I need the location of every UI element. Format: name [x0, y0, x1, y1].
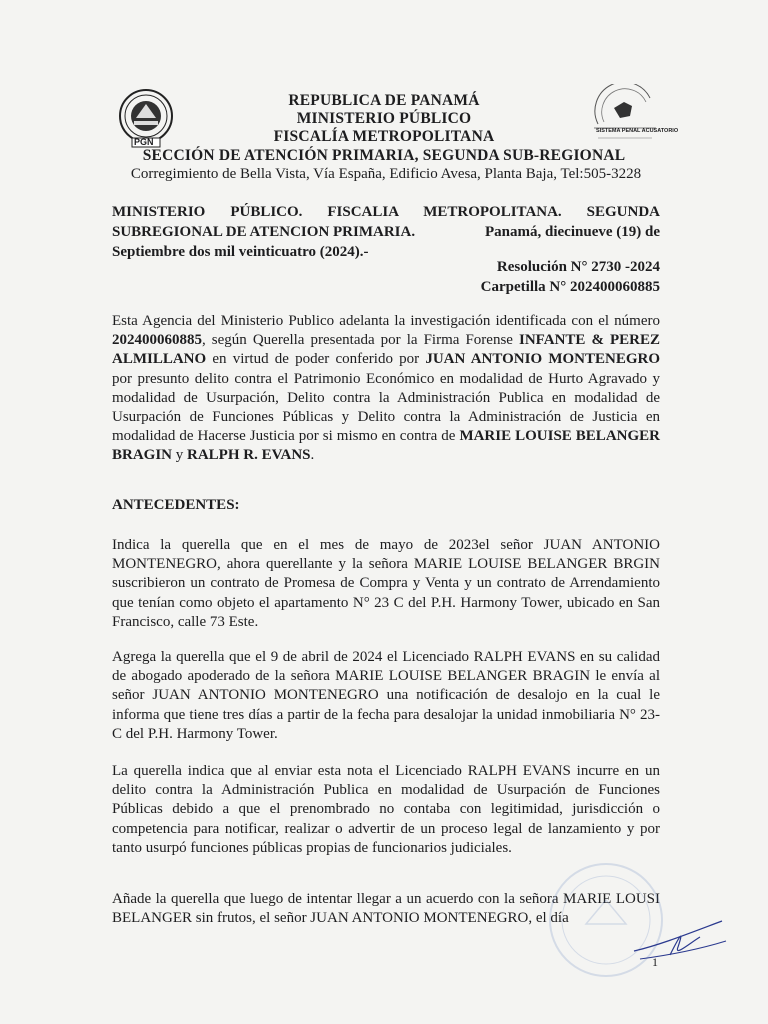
paragraph-1 — [112, 312, 660, 466]
p1-text-2: , según Querella presentada por la Firma Forense — [202, 332, 520, 349]
intro-line-1: MINISTERIO PÚBLICO. FISCALIA METROPOLITANA. SEGUNDA — [112, 204, 660, 220]
intro-line-3: Septiembre dos mil veinticuatro (2024).- — [112, 244, 369, 260]
carpetilla-number: Carpetilla N° 202400060885 — [480, 279, 660, 295]
signature-icon — [630, 915, 730, 975]
intro-line-2 — [112, 222, 660, 242]
header-country: REPUBLICA DE PANAMÁ — [288, 92, 480, 109]
p1-complainant: JUAN ANTONIO MONTENEGRO — [425, 351, 660, 368]
paragraph-2: Indica la querella que en el mes de mayo de 2023el señor JUAN ANTONIO MONTENEGRO, ahora querellante y la señora MARIE LOUISE BELANGER BRGIN suscribieron un contrato de Promesa de Compra y Venta y un contrato de Arrendamiento que tenían como objeto el apartamento N° 23 C del P.H. Harmony Tower, ubicado en San Francisco, calle 73 Este. — [112, 537, 660, 630]
paragraph-4: La querella indica que al enviar esta nota el Licenciado RALPH EVANS incurre en un delito contra la Administración Publica en modalidad de Usurpación de Funciones Públicas debido a que el prenombrado no contaba con legitimidad, jurisdicción o competencia para notificar, realizar o advertir de un proceso legal de lanzamiento y por tanto usurpó funciones públicas propias de funcionarios judiciales. — [112, 763, 660, 856]
resolution-block — [481, 257, 660, 297]
intro-block — [112, 202, 660, 262]
page-number: 1 — [652, 955, 658, 969]
header-section: SECCIÓN DE ATENCIÓN PRIMARIA, SEGUNDA SUB-REGIONAL — [142, 147, 626, 164]
p1-text-1: Esta Agencia del Ministerio Publico adelanta la investigación identificada con el número — [112, 313, 660, 329]
p1-defendant-2: RALPH R. EVANS — [187, 447, 311, 464]
header-address: Corregimiento de Bella Vista, Vía España, Edificio Avesa, Planta Baja, Tel:505-3228 — [130, 166, 642, 182]
paragraph-3: Agrega la querella que el 9 de abril de 2024 el Licenciado RALPH EVANS en su calidad de abogado apoderado de la señora MARIE LOUISE BELANGER BRAGIN le envía al señor JUAN ANTONIO MONTENEGRO una notificación de desalojo en la cual le informa que tiene tres días a partir de la fecha para desalojar la unidad inmobiliaria N° 23-C del P.H. Harmony Tower. — [112, 649, 660, 742]
p1-text-3: en virtud de poder conferido por — [206, 351, 426, 368]
resolution-number: Resolución N° 2730 -2024 — [496, 259, 660, 275]
header-ministry: MINISTERIO PÚBLICO — [296, 110, 472, 127]
intro-line-2-left: SUBREGIONAL DE ATENCION PRIMARIA. — [112, 224, 416, 240]
p1-text-6: . — [310, 447, 315, 464]
header-office: FISCALÍA METROPOLITANA — [273, 128, 495, 145]
p1-defendant-1: MARIE LOUISE BELANGER BRAGIN — [112, 428, 660, 464]
paragraph-5: Añade la querella que luego de intentar llegar a un acuerdo con la señora MARIE LOUSI BELANGER sin frutos, el señor JUAN ANTONIO MONTENEGRO, el día — [112, 891, 660, 927]
antecedentes-heading: ANTECEDENTES: — [112, 497, 240, 513]
intro-date: Panamá, diecinueve (19) de — [485, 224, 660, 240]
p1-case-number: 202400060885 — [112, 332, 202, 349]
p1-text-4: por presunto delito contra el Patrimonio Económico en modalidad de Hurto Agravado y modalidad de Usurpación, Delito contra la Administración Publica en modalidad de Usurpación de Funciones Públicas y Delito contra la Administración de Justicia en modalidad de Hacerse Justicia por si mismo en contra de — [112, 370, 660, 445]
p1-law-firm: INFANTE & PEREZ ALMILLANO — [112, 332, 661, 368]
left-seal-label: PGN — [134, 137, 154, 147]
p1-text-5: y — [172, 447, 188, 464]
right-seal-label: SISTEMA PENAL ACUSATORIO — [596, 128, 679, 134]
